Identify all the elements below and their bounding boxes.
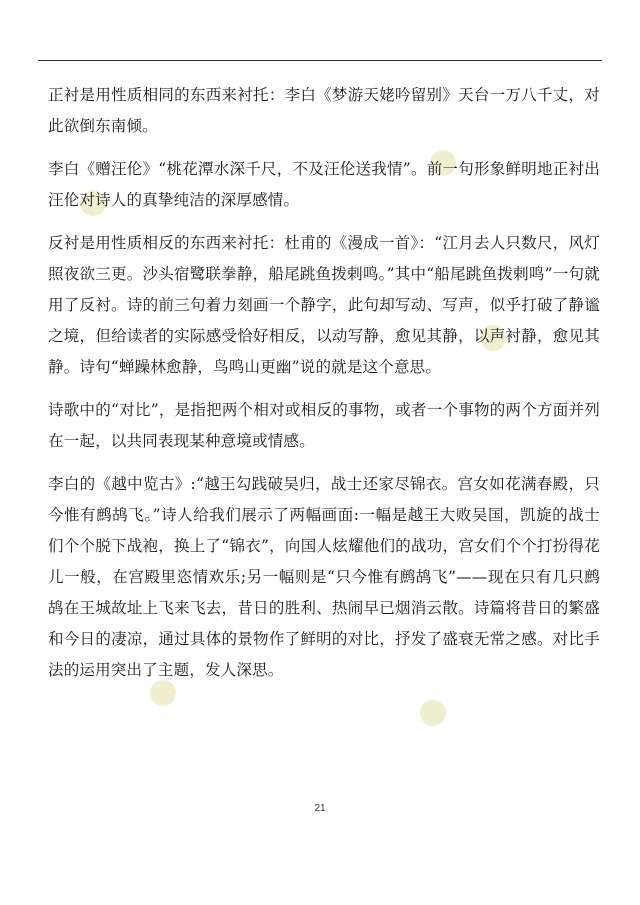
page-number: 21 (314, 803, 326, 814)
document-body (48, 80, 600, 698)
watermark-circle-icon (417, 697, 449, 729)
paragraph-negative-contrast: 反衬是用性质相反的东西来衬托：杜甫的《漫成一首》：“江月去人只数尺，风灯照夜欲三更。沙头宿鹭联拳静，船尾跳鱼拨剌鸣。”其中“船尾跳鱼拨剌鸣”一句就用了反衬。诗的前三句着力刻画一个静字，此句却写动、写声，似乎打破了静谧之境，但给读者的实际感受恰好相反，以动写静，愈见其静，以声衬静，愈见其静。诗句“蝉躁林愈静，鸟鸣山更幽”说的就是这个意思。 (48, 234, 600, 376)
paragraph-zeng-wang-lun: 李白《赠汪伦》“桃花潭水深千尺，不及汪伦送我情”。前一句形象鲜明地正衬出汪伦对诗人的真挚纯洁的深厚感情。 (48, 160, 600, 209)
paragraph-positive-contrast: 正衬是用性质相同的东西来衬托：李白《梦游天姥吟留别》天台一万八千丈，对此欲倒东南倾。 (48, 86, 600, 135)
watermark-logo (417, 697, 449, 729)
header-rule (38, 60, 602, 61)
paragraph-contrast-definition: 诗歌中的“对比”，是指把两个相对或相反的事物，或者一个事物的两个方面并列在一起，以共同表现某种意境或情感。 (48, 401, 600, 450)
paragraph-yue-zhong-lan-gu: 李白的《越中览古》:“越王勾践破吴归，战士还家尽锦衣。宫女如花满春殿，只今惟有鹧鸪飞。”诗人给我们展示了两幅画面:一幅是越王大败吴国，凯旋的战士们个个脱下战袍，换上了“锦衣”，向国人炫耀他们的战功，宫女们个个打扮得花儿一般，在宫殿里恣情欢乐;另一幅则是“只今惟有鹧鸪飞”——现在只有几只鹧鸪在王城故址上飞来飞去，昔日的胜利、热闹早已烟消云散。诗篇将昔日的繁盛和今日的凄凉，通过具体的景物作了鲜明的对比，抒发了盛衰无常之感。对比手法的运用突出了主题，发人深思。 (48, 475, 600, 679)
